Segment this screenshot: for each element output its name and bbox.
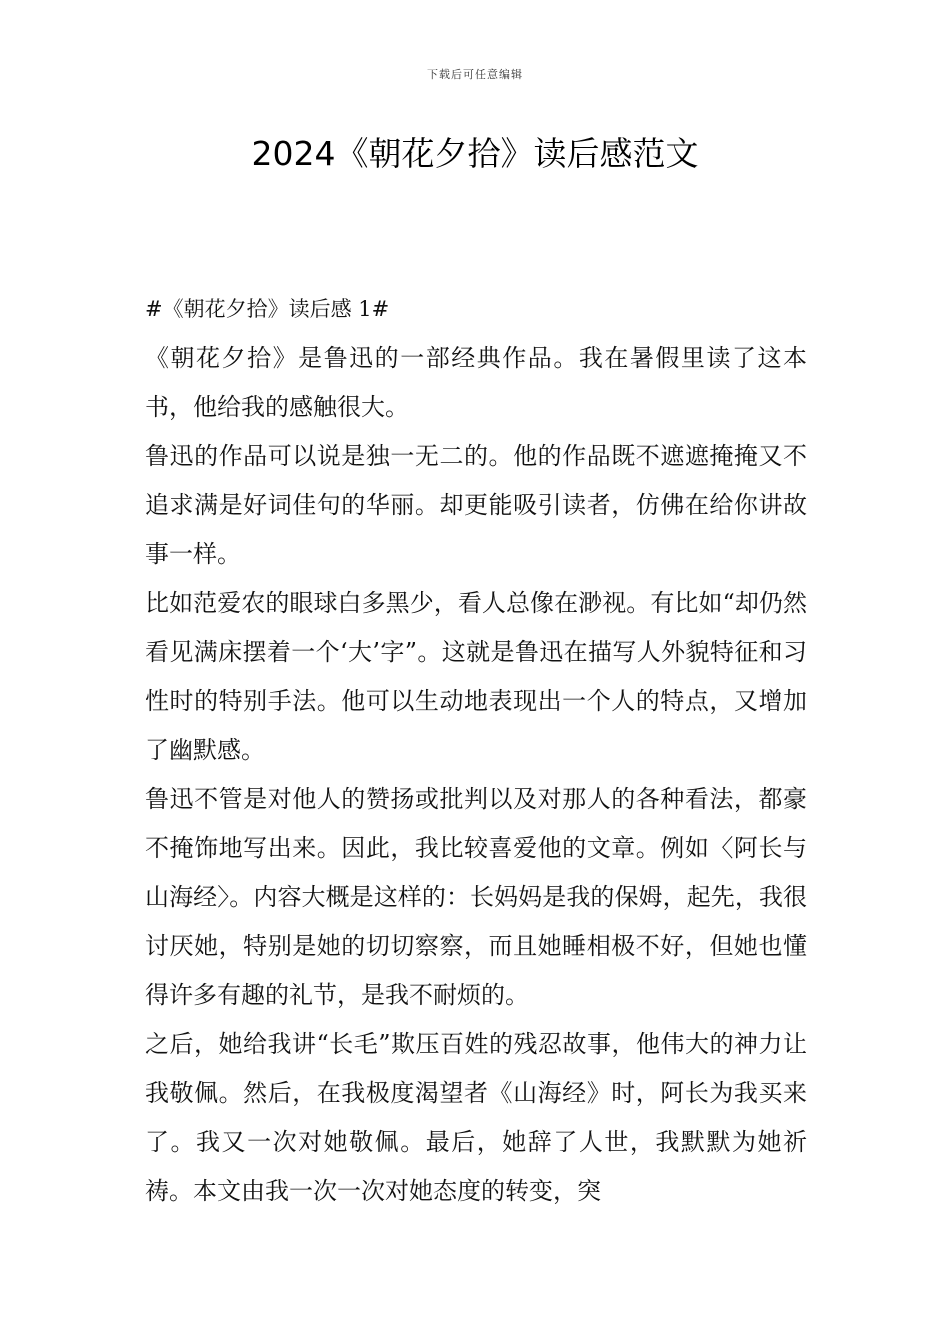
paragraph-1: 《朝花夕拾》是鲁迅的一部经典作品。我在暑假里读了这本书，他给我的感触很大。 bbox=[145, 344, 807, 421]
paragraph-3: 比如范爱农的眼球白多黑少，看人总像在渺视。有比如“却仍然看见满床摆着一个‘大’字”。这就是鲁迅在描写人外貌特征和习性时的特别手法。他可以生动地表现出一个人的特点，又增加了幽默感。 bbox=[145, 589, 807, 764]
page-header-note: 下载后可任意编辑 bbox=[427, 68, 523, 81]
section-heading: #《朝花夕拾》读后感 1# bbox=[145, 297, 390, 321]
paragraph-5: 之后，她给我讲“长毛”欺压百姓的残忍故事，他伟大的神力让我敬佩。然后，在我极度渴望者《山海经》时，阿长为我买来了。我又一次对她敬佩。最后，她辞了人世，我默默为她祈祷。本文由我一次一次对她态度的转变，突 bbox=[145, 1030, 807, 1205]
document-body bbox=[145, 285, 807, 1216]
document-title: 2024《朝花夕拾》读后感范文 bbox=[251, 134, 699, 173]
paragraph-2: 鲁迅的作品可以说是独一无二的。他的作品既不遮遮掩掩又不追求满是好词佳句的华丽。却更能吸引读者，仿佛在给你讲故事一样。 bbox=[145, 442, 807, 568]
paragraph-4: 鲁迅不管是对他人的赞扬或批判以及对那人的各种看法，都豪不掩饰地写出来。因此，我比较喜爱他的文章。例如〈阿长与山海经〉。内容大概是这样的：长妈妈是我的保姆，起先，我很讨厌她，特别是她的切切察察，而且她睡相极不好，但她也懂得许多有趣的礼节，是我不耐烦的。 bbox=[145, 785, 807, 1009]
